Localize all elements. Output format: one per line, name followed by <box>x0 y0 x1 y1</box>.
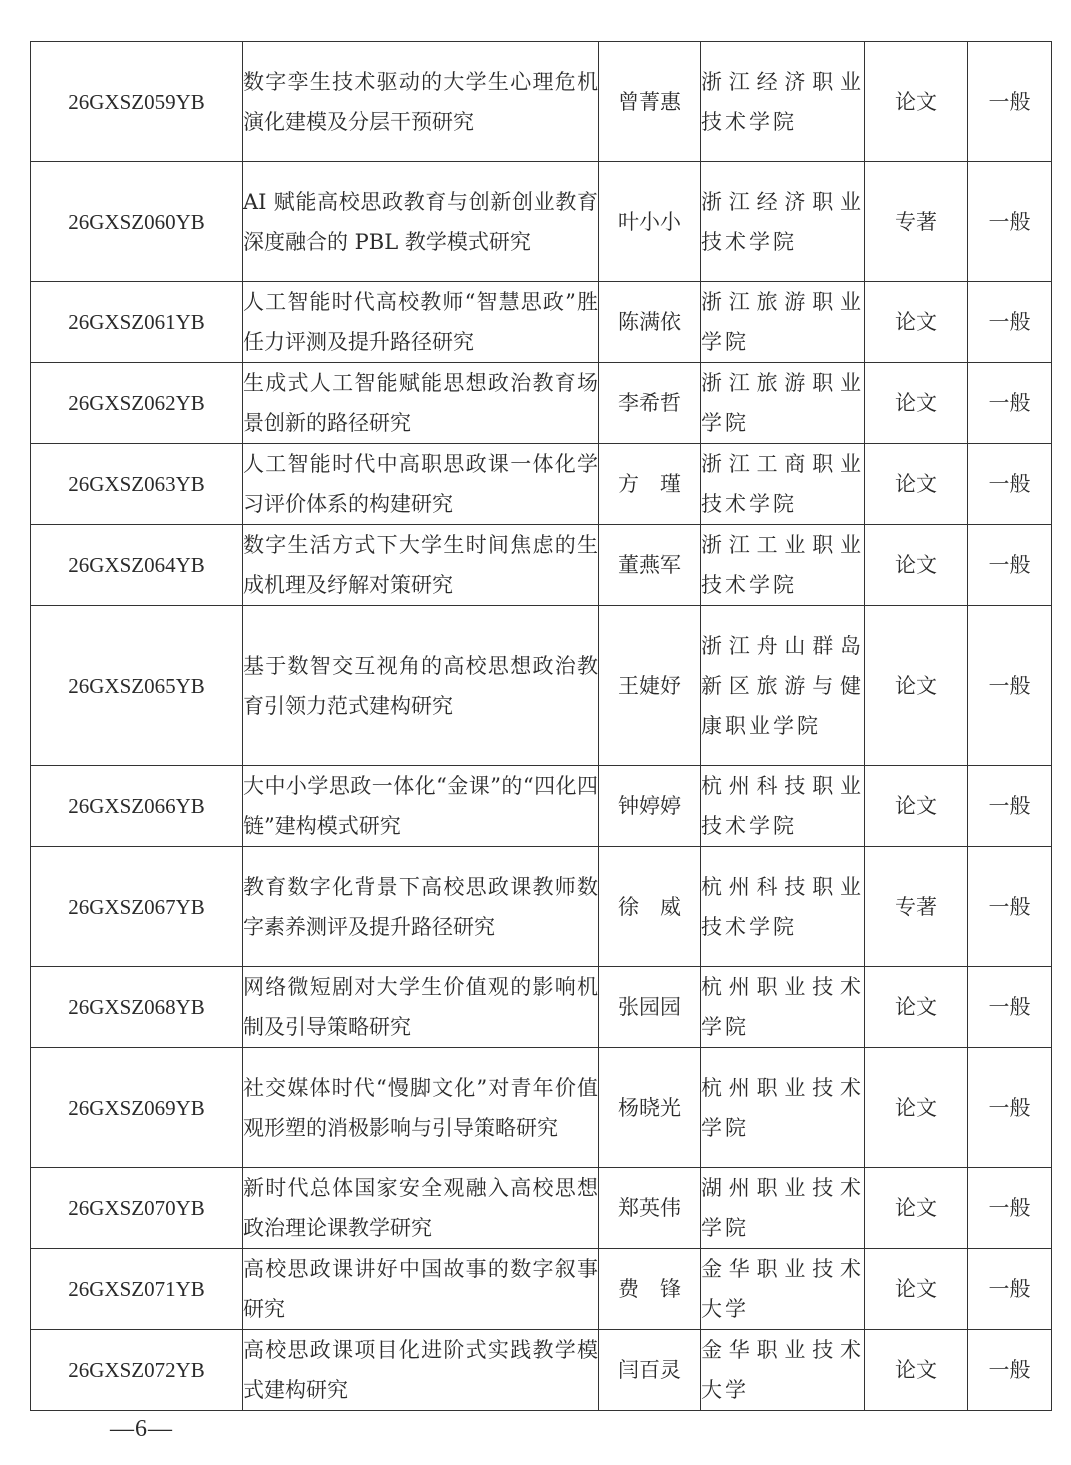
table-row <box>31 1168 1052 1249</box>
table-row <box>31 606 1052 766</box>
project-code: 26GXSZ064YB <box>31 525 243 606</box>
project-institution: 杭州职业技术学院 <box>701 1048 865 1168</box>
project-code: 26GXSZ072YB <box>31 1330 243 1411</box>
project-result-type: 论文 <box>865 1330 968 1411</box>
project-author: 曾菁惠 <box>599 42 701 162</box>
project-title: 新时代总体国家安全观融入高校思想政治理论课教学研究 <box>243 1168 599 1249</box>
project-code: 26GXSZ070YB <box>31 1168 243 1249</box>
project-institution: 湖州职业技术学院 <box>701 1168 865 1249</box>
project-title: 社交媒体时代“慢脚文化”对青年价值观形塑的消极影响与引导策略研究 <box>243 1048 599 1168</box>
project-author: 杨晓光 <box>599 1048 701 1168</box>
project-institution: 金华职业技术大学 <box>701 1249 865 1330</box>
project-result-type: 论文 <box>865 525 968 606</box>
table-row <box>31 847 1052 967</box>
project-code: 26GXSZ069YB <box>31 1048 243 1168</box>
project-result-type: 专著 <box>865 847 968 967</box>
project-code: 26GXSZ066YB <box>31 766 243 847</box>
project-author: 郑英伟 <box>599 1168 701 1249</box>
project-level: 一般 <box>968 444 1052 525</box>
project-level: 一般 <box>968 766 1052 847</box>
project-table <box>30 41 1052 1411</box>
project-title: AI 赋能高校思政教育与创新创业教育深度融合的 PBL 教学模式研究 <box>243 162 599 282</box>
project-title: 网络微短剧对大学生价值观的影响机制及引导策略研究 <box>243 967 599 1048</box>
project-author: 叶小小 <box>599 162 701 282</box>
project-title: 教育数字化背景下高校思政课教师数字素养测评及提升路径研究 <box>243 847 599 967</box>
project-institution: 金华职业技术大学 <box>701 1330 865 1411</box>
project-title: 数字生活方式下大学生时间焦虑的生成机理及纾解对策研究 <box>243 525 599 606</box>
table-row <box>31 766 1052 847</box>
project-author: 闫百灵 <box>599 1330 701 1411</box>
project-author: 徐 威 <box>599 847 701 967</box>
table-row <box>31 967 1052 1048</box>
table-row <box>31 1249 1052 1330</box>
project-result-type: 论文 <box>865 363 968 444</box>
project-code: 26GXSZ068YB <box>31 967 243 1048</box>
project-level: 一般 <box>968 606 1052 766</box>
project-result-type: 论文 <box>865 444 968 525</box>
project-title: 数字孪生技术驱动的大学生心理危机演化建模及分层干预研究 <box>243 42 599 162</box>
project-title: 生成式人工智能赋能思想政治教育场景创新的路径研究 <box>243 363 599 444</box>
project-level: 一般 <box>968 162 1052 282</box>
project-result-type: 论文 <box>865 1048 968 1168</box>
project-institution: 浙江经济职业技术学院 <box>701 162 865 282</box>
table-row <box>31 162 1052 282</box>
project-level: 一般 <box>968 363 1052 444</box>
page-number: —6— <box>110 1416 173 1442</box>
project-level: 一般 <box>968 847 1052 967</box>
table-row <box>31 1048 1052 1168</box>
table-row <box>31 1330 1052 1411</box>
project-level: 一般 <box>968 1249 1052 1330</box>
project-author: 费 锋 <box>599 1249 701 1330</box>
project-result-type: 论文 <box>865 606 968 766</box>
project-title: 大中小学思政一体化“金课”的“四化四链”建构模式研究 <box>243 766 599 847</box>
table-row <box>31 282 1052 363</box>
project-author: 董燕军 <box>599 525 701 606</box>
project-institution: 浙江旅游职业学院 <box>701 363 865 444</box>
project-result-type: 论文 <box>865 967 968 1048</box>
project-title: 人工智能时代高校教师“智慧思政”胜任力评测及提升路径研究 <box>243 282 599 363</box>
project-level: 一般 <box>968 1330 1052 1411</box>
project-code: 26GXSZ063YB <box>31 444 243 525</box>
project-title: 基于数智交互视角的高校思想政治教育引领力范式建构研究 <box>243 606 599 766</box>
project-institution: 浙江旅游职业学院 <box>701 282 865 363</box>
project-institution: 浙江经济职业技术学院 <box>701 42 865 162</box>
project-author: 张园园 <box>599 967 701 1048</box>
project-author: 李希哲 <box>599 363 701 444</box>
project-institution: 浙江工商职业技术学院 <box>701 444 865 525</box>
project-result-type: 专著 <box>865 162 968 282</box>
project-code: 26GXSZ071YB <box>31 1249 243 1330</box>
project-code: 26GXSZ067YB <box>31 847 243 967</box>
project-institution: 杭州科技职业技术学院 <box>701 847 865 967</box>
project-level: 一般 <box>968 525 1052 606</box>
project-result-type: 论文 <box>865 1168 968 1249</box>
project-institution: 杭州科技职业技术学院 <box>701 766 865 847</box>
project-institution: 浙江舟山群岛新区旅游与健康职业学院 <box>701 606 865 766</box>
project-level: 一般 <box>968 1168 1052 1249</box>
project-title: 人工智能时代中高职思政课一体化学习评价体系的构建研究 <box>243 444 599 525</box>
project-level: 一般 <box>968 1048 1052 1168</box>
project-level: 一般 <box>968 42 1052 162</box>
project-code: 26GXSZ062YB <box>31 363 243 444</box>
project-code: 26GXSZ059YB <box>31 42 243 162</box>
project-author: 钟婷婷 <box>599 766 701 847</box>
table-row <box>31 444 1052 525</box>
project-result-type: 论文 <box>865 42 968 162</box>
project-institution: 浙江工业职业技术学院 <box>701 525 865 606</box>
project-result-type: 论文 <box>865 282 968 363</box>
project-author: 王婕妤 <box>599 606 701 766</box>
table-row <box>31 363 1052 444</box>
project-title: 高校思政课项目化进阶式实践教学模式建构研究 <box>243 1330 599 1411</box>
project-level: 一般 <box>968 282 1052 363</box>
table-row <box>31 525 1052 606</box>
project-author: 方 瑾 <box>599 444 701 525</box>
project-title: 高校思政课讲好中国故事的数字叙事研究 <box>243 1249 599 1330</box>
project-code: 26GXSZ060YB <box>31 162 243 282</box>
project-result-type: 论文 <box>865 1249 968 1330</box>
project-result-type: 论文 <box>865 766 968 847</box>
project-author: 陈满依 <box>599 282 701 363</box>
project-institution: 杭州职业技术学院 <box>701 967 865 1048</box>
project-level: 一般 <box>968 967 1052 1048</box>
project-code: 26GXSZ061YB <box>31 282 243 363</box>
project-code: 26GXSZ065YB <box>31 606 243 766</box>
table-row <box>31 42 1052 162</box>
